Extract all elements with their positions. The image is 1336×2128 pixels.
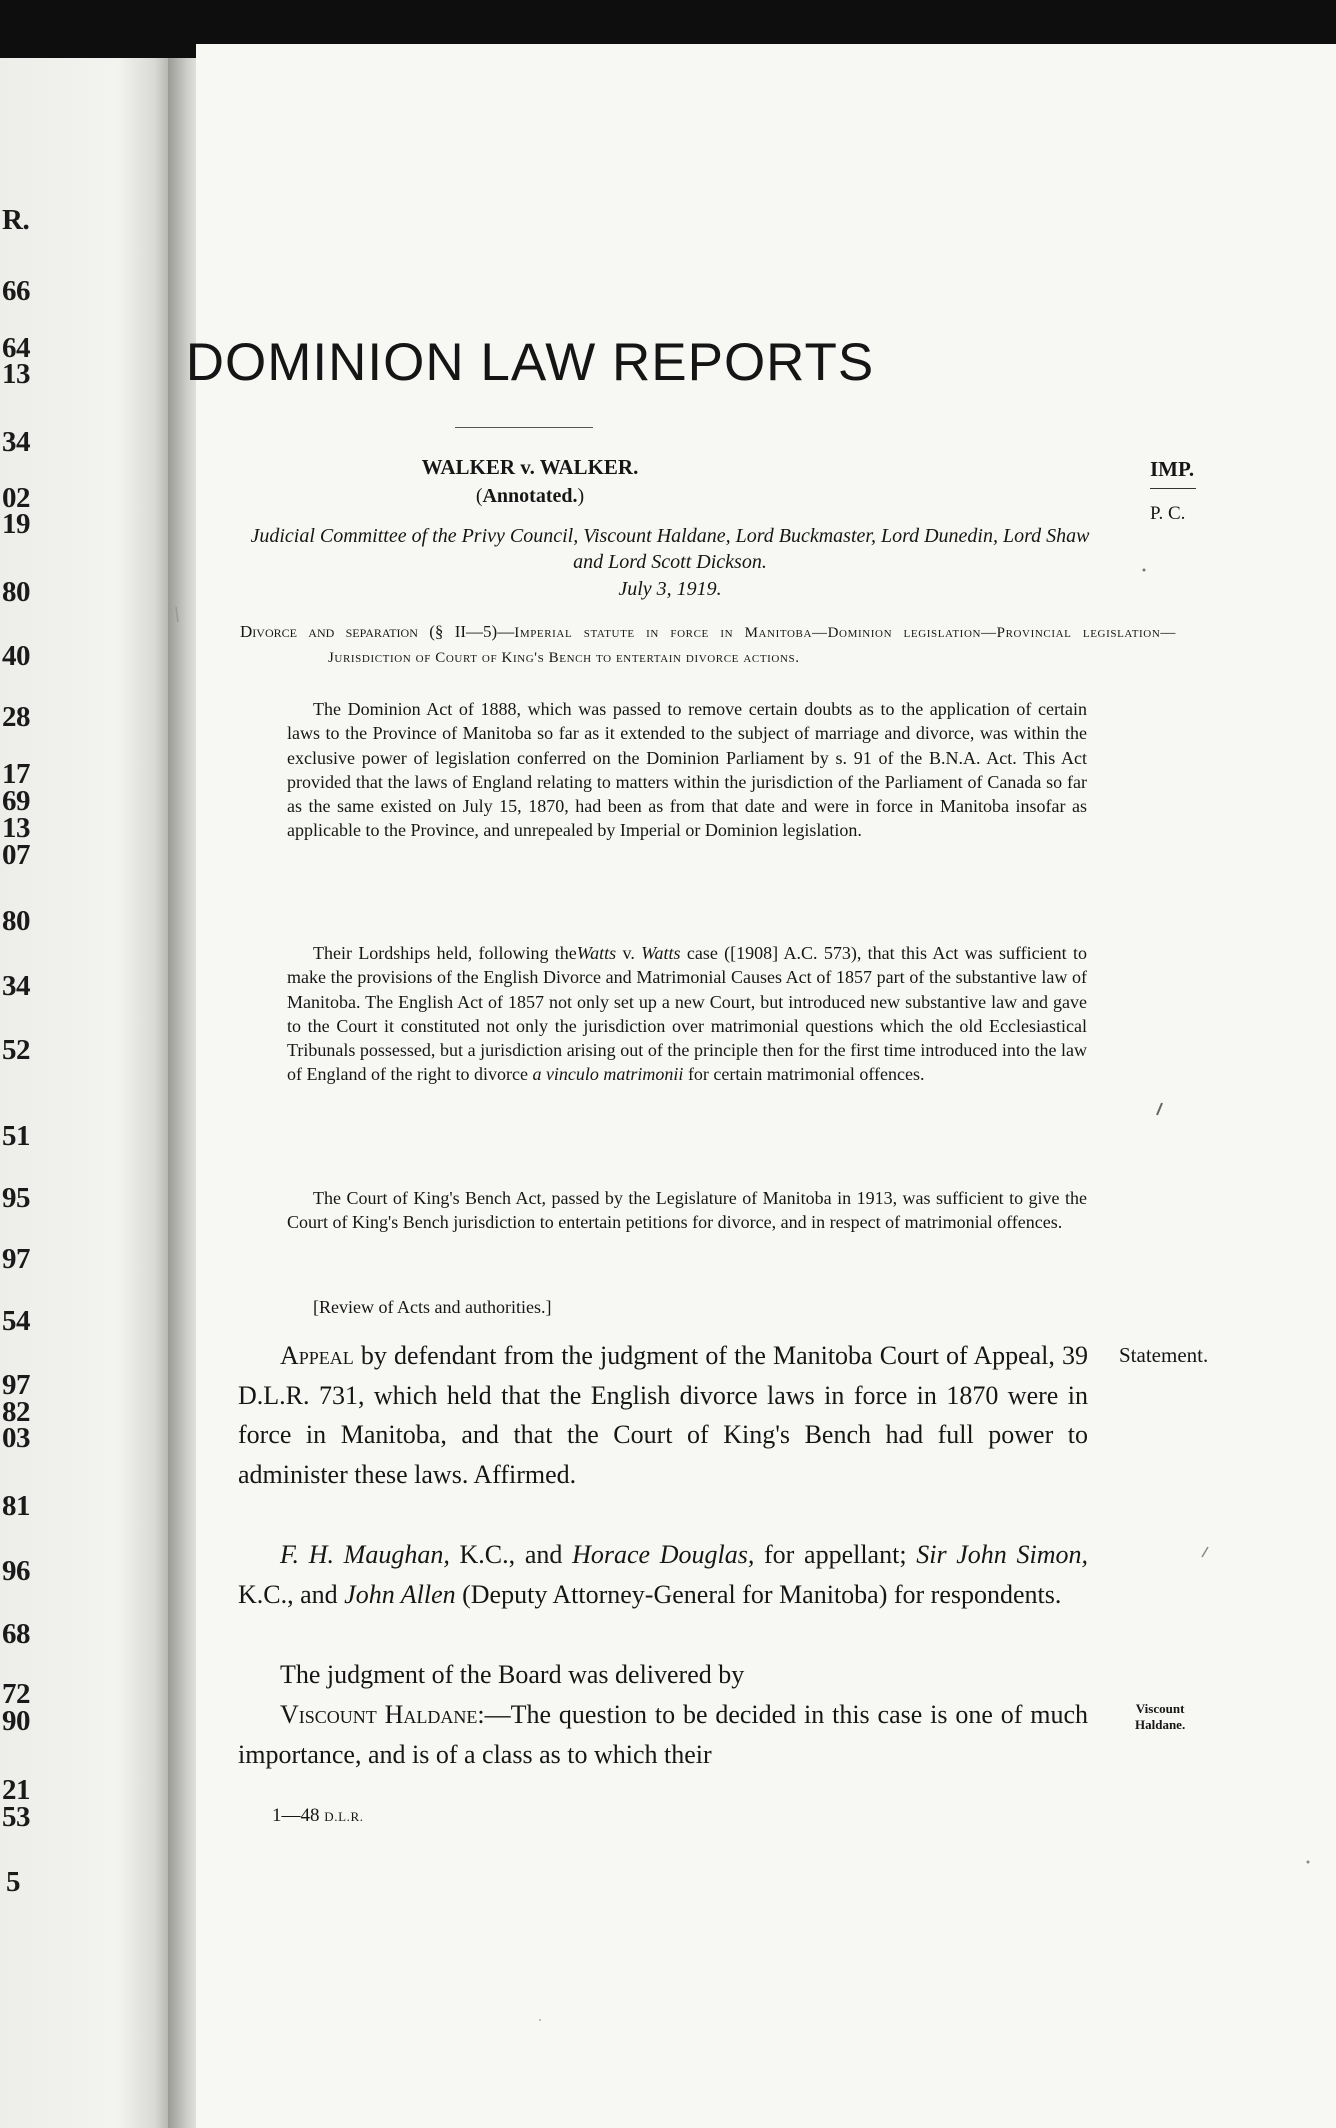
margin-jurisdiction: IMP.: [1150, 457, 1195, 481]
facing-page-number: 95: [2, 1182, 30, 1214]
facing-page-number: 72: [2, 1678, 30, 1710]
facing-page-number: 5: [6, 1866, 20, 1898]
facing-page-number: 90: [2, 1705, 30, 1737]
facing-page-number: 28: [2, 701, 30, 733]
headnote-topics: Imperial statute in force in Manitoba—Dominion legislation—Provincial legislation—Jurisdiction of Court of King's Bench to entertain divorce actions.: [328, 625, 1176, 666]
facing-page-number: 52: [2, 1034, 30, 1066]
facing-page-number: 82: [2, 1396, 30, 1428]
margin-divider: [1150, 488, 1196, 489]
facing-page-number: 69: [2, 785, 30, 817]
facing-page-number: 51: [2, 1120, 30, 1152]
judgment-paragraph: Viscount Haldane:—The question to be decided in this case is one of much importance, and is of a class as to which their: [238, 1700, 1088, 1769]
facing-page-number: 07: [2, 839, 30, 871]
decision-date: July 3, 1919.: [618, 578, 722, 600]
facing-page-number: 13: [2, 812, 30, 844]
statement-paragraph: Appeal by defendant from the judgment of the Manitoba Court of Appeal, 39 D.L.R. 731, which held that the English divorce laws in force in 1870 were in force in Manitoba, and that the Court of King's Bench had full power to administer these laws. Affirmed.: [238, 1341, 1088, 1490]
page-title: DOMINION LAW REPORTS: [185, 333, 875, 392]
margin-court: P. C.: [1150, 503, 1186, 524]
facing-page-number: 17: [2, 758, 30, 790]
facing-page-number: 80: [2, 905, 30, 937]
facing-page-number: 19: [2, 508, 30, 540]
facing-page-number: 03: [2, 1422, 30, 1454]
facing-page-number: 34: [2, 970, 30, 1002]
headnote-subject: Divorce and separation: [240, 622, 418, 641]
delivery-line: The judgment of the Board was delivered by: [280, 1660, 745, 1689]
facing-page-number: 53: [2, 1801, 30, 1833]
facing-page-number: 97: [2, 1369, 30, 1401]
counsel-paragraph: F. H. Maughan, K.C., and Horace Douglas, for appellant; Sir John Simon, K.C., and John Allen (Deputy Attorney-General for Manitoba) for respondents.: [238, 1540, 1088, 1609]
facing-page-number: R.: [2, 204, 30, 236]
facing-page-number: 21: [2, 1774, 30, 1806]
margin-statement-label: Statement.: [1119, 1343, 1209, 1367]
headnote-heading: [240, 620, 1176, 670]
signature-mark: 1—48 D.L.R.: [272, 1805, 364, 1826]
case-name: WALKER v. WALKER.: [421, 455, 639, 479]
facing-page-number: 66: [2, 275, 30, 307]
facing-page-number: 68: [2, 1618, 30, 1650]
headnote-section: (§ II—5)—: [417, 622, 515, 641]
annotated-note: (Annotated.): [475, 485, 585, 507]
margin-judge-label: Viscount Haldane.: [1135, 1701, 1186, 1732]
headnote-paragraph: Their Lordships held, following theWatts v. Watts case ([1908] A.C. 573), that this Act was sufficient to make the provisions of the English Divorce and Matrimonial Causes Act of 1857 part of the substantive law of Manitoba. The English Act of 1857 not only set up a new Court, but introduced new substantive law and gave to the Court it constituted not only the jurisdiction over matrimonial questions which the old Ecclesiastical Tribunals possessed, but a jurisdiction arising out of the principle then for the first time introduced into the law of England of the right to divorce a vinculo matrimonii for certain matrimonial offences.: [287, 943, 1087, 1085]
facing-page-number: 13: [2, 358, 30, 390]
title-divider: [455, 427, 593, 428]
facing-page-number: 97: [2, 1243, 30, 1275]
facing-page-number: 40: [2, 640, 30, 672]
facing-page-number: 81: [2, 1490, 30, 1522]
facing-page-number: 54: [2, 1305, 30, 1337]
facing-page-number: 80: [2, 576, 30, 608]
facing-page-number: 34: [2, 426, 30, 458]
review-note: [Review of Acts and authorities.]: [313, 1297, 552, 1317]
headnote-paragraph: The Court of King's Bench Act, passed by the Legislature of Manitoba in 1913, was sufficient to give the Court of King's Bench jurisdiction to entertain petitions for divorce, and in respect of matrimonial offences.: [287, 1188, 1087, 1233]
facing-page-number: 96: [2, 1555, 30, 1587]
facing-page-number: 64: [2, 332, 30, 364]
facing-page-number: 02: [2, 482, 30, 514]
court-and-judges: Judicial Committee of the Privy Council, Viscount Haldane, Lord Buckmaster, Lord Dunedin, Lord Shaw and Lord Scott Dickson.: [250, 525, 1090, 573]
headnote-paragraph: The Dominion Act of 1888, which was passed to remove certain doubts as to the application of certain laws to the Province of Manitoba so far as it extended to the subject of marriage and divorce, was within the exclusive power of legislation conferred on the Dominion Parliament by s. 91 of the B.N.A. Act. This Act provided that the laws of England relating to matters within the jurisdiction of the Parliament of Canada so far as the same existed on July 15, 1870, had been as from that date and were in force in Manitoba insofar as applicable to the Province, and unrepealed by Imperial or Dominion legislation.: [287, 699, 1087, 841]
